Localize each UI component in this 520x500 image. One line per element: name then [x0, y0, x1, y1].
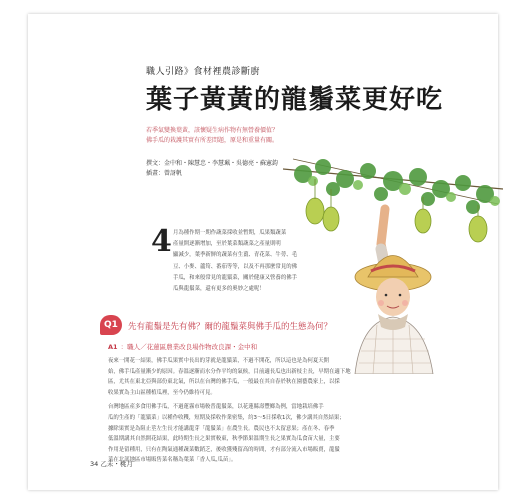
intro-line: 月為種作期一期作蔬菜採收並暫期，瓜果類蔬菜	[173, 230, 287, 236]
body-line: 台灣地區產多食用佛手瓜，不過蓮霧市場較普龍鬚菜，以花蓮縣壽豐鄉為例，當地栽培佛手	[108, 404, 324, 411]
drop-cap: 4	[151, 224, 172, 259]
intro-paragraph	[173, 228, 358, 295]
credits-illustrator: 插畫：曾訝帆	[146, 170, 183, 177]
body-line: 夜來一開花一結果，佛手瓜果實中長出的芽就是龍鬚菜，不過不開花，所以這也是為何夏天開	[108, 358, 330, 364]
credits	[146, 159, 278, 179]
lead-paragraph	[146, 126, 356, 146]
intro-line: 顯減少，葉季新鮮的蔬菜有生薑、青花菜、牛蒡、毛	[173, 252, 297, 259]
body-line: 菜在北部地區市場販售菜名稱為葉菜「香人瓜,瓜苗」。	[108, 457, 237, 464]
answer-source: ：職人／花蓮區農業改良場作物改良課・金中和	[120, 343, 258, 351]
body-line: 始，佛手瓜產量漸少的原因。春溫逐漸而水分作平均的氣候，目前適長瓜也出新枝主長，早期在適下地	[108, 368, 351, 375]
intro-line: 瓜與龍鬚菜，還有更多的奧妙之處呢！	[173, 285, 265, 292]
answer-body	[108, 356, 483, 466]
page-footer: 34 乙未・桃月	[90, 460, 133, 468]
intro-line: 豆、小麥、蘆筍、番茄等等，以及不再那麼常見的佛	[173, 263, 297, 270]
body-line: 低溫期講其自然開花結果，此時期生長之果實較東，秋季節果溫期生長之果實為瓜食苗大量，主要	[108, 436, 340, 443]
body-line: 瓜的生產的「龍鬚菜」以種作收穫，短期及採收作業密集，約3～5日採收1次，佛少講其自然結果；	[108, 414, 345, 421]
intro-line: 手瓜，和來般常見的龍鬚菜，關於健康又營養的佛手	[173, 274, 297, 281]
magazine-page	[28, 14, 498, 490]
lead-line: 若季氣變換葉黃，該懷疑生病作物有無營養價值？	[146, 127, 279, 134]
answer-header	[108, 342, 257, 351]
intro-line: 產量開逐漸增加，至於葉菜類蔬菜之產量則明	[173, 241, 281, 248]
credits-authors: 撰文：金中和・陳慧忠・李慧珮・吳德亮・蘇憲鈞	[146, 160, 279, 167]
body-line: 區，尤其在東北亞與部份東北氣，所以在台灣的佛手瓜，一般最在其自春於秋在園藝農家上，以採	[108, 379, 340, 386]
body-line: 收果實為主山區種植瓜裡，至今仍維持可見。	[108, 389, 216, 396]
page-title: 葉子黃黃的龍鬚菜更好吃	[146, 85, 444, 115]
series-label: 職人引路》食材裡農診斷廚	[146, 67, 261, 77]
question-row	[100, 315, 500, 339]
question-text: 先有龍鬚是先有佛？爾的龍鬚菜與佛手瓜的生態為何？	[128, 322, 333, 332]
lead-line: 佛手瓜的栽護其實有所差問題，原是和重量有關。	[146, 137, 279, 144]
body-line: 據除果實是為阻止莖左生長才能講龍芽「龍鬚菜」在農生長。農民也不太留意果；產在冬、春季	[108, 425, 335, 432]
body-line: 作用是留種用，只有在陶氣通種蔬菜數銷乏，後收獲殘留高的時間，才有部分流入市場販賣，龍鬚	[108, 446, 340, 453]
answer-label: A1	[108, 343, 118, 351]
question-badge: Q1	[100, 315, 122, 335]
